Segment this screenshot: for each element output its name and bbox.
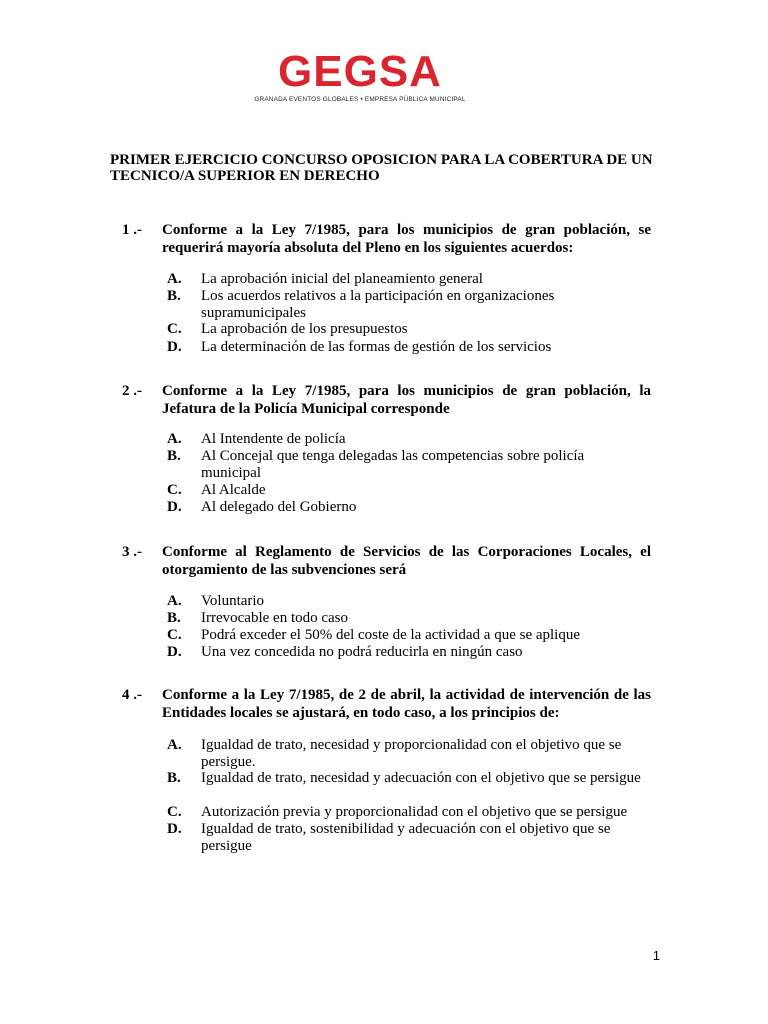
- option-text: La aprobación de los presupuestos: [201, 321, 408, 337]
- option-text: Al delegado del Gobierno: [201, 499, 357, 515]
- option-text: Podrá exceder el 50% del coste de la actividad a que se aplique: [201, 627, 581, 643]
- question-number: 3 .-: [122, 544, 142, 560]
- option-text: Autorización previa y proporcionalidad con el objetivo que se persigue: [201, 804, 628, 820]
- option-text: Una vez concedida no podrá reducirla en ningún caso: [201, 644, 523, 660]
- option-text: Al Alcalde: [201, 482, 266, 498]
- option-letter: C.: [167, 482, 182, 498]
- option-text: Voluntario: [201, 593, 265, 609]
- option-letter: D.: [167, 339, 182, 355]
- question-text: Conforme al Reglamento de Servicios de las Corporaciones Locales, el otorgamiento de las subvenciones será: [162, 544, 651, 578]
- option-letter: C.: [167, 804, 182, 820]
- option-text: Igualdad de trato, necesidad y proporcionalidad con el objetivo que se persigue.: [201, 737, 622, 770]
- option-text: Igualdad de trato, sostenibilidad y adecuación con el objetivo que se persigue: [201, 821, 611, 854]
- option-letter: D.: [167, 499, 182, 515]
- question-number: 4 .-: [122, 687, 142, 703]
- option-letter: B.: [167, 288, 181, 304]
- logo-subtitle: GRANADA EVENTOS GLOBALES • EMPRESA PÚBLICA MUNICIPAL: [254, 96, 466, 103]
- option-text: Irrevocable en todo caso: [201, 610, 349, 626]
- option-letter: A.: [167, 431, 182, 447]
- option-letter: C.: [167, 627, 182, 643]
- option-letter: A.: [167, 737, 182, 753]
- option-text: Igualdad de trato, necesidad y adecuación con el objetivo que se persigue: [201, 770, 641, 786]
- document-title: PRIMER EJERCICIO CONCURSO OPOSICION PARA LA COBERTURA DE UN TECNICO/A SUPERIOR EN DERECHO: [110, 152, 653, 184]
- page-number: 1: [652, 948, 660, 963]
- gegsa-logo: [252, 47, 468, 106]
- question-text: Conforme a la Ley 7/1985, para los municipios de gran población, se requerirá mayoría absoluta del Pleno en los siguientes acuerdos:: [162, 222, 651, 256]
- option-text: La aprobación inicial del planeamiento general: [201, 271, 483, 287]
- question-number: 2 .-: [122, 383, 142, 399]
- option-text: Los acuerdos relativos a la participación en organizaciones supramunicipales: [201, 288, 555, 321]
- option-text: Al Intendente de policía: [201, 431, 346, 447]
- option-letter: B.: [167, 448, 181, 464]
- option-text: La determinación de las formas de gestión de los servicios: [201, 339, 552, 355]
- option-letter: B.: [167, 770, 181, 786]
- question-text: Conforme a la Ley 7/1985, para los municipios de gran población, la Jefatura de la Policía Municipal corresponde: [162, 383, 651, 417]
- logo-wordmark: GEGSA: [278, 47, 442, 96]
- option-letter: A.: [167, 593, 182, 609]
- question-text: Conforme a la Ley 7/1985, de 2 de abril, la actividad de intervención de las Entidades locales se ajustará, en todo caso, a los principios de:: [162, 687, 651, 721]
- question-number: 1 .-: [122, 222, 142, 238]
- option-letter: C.: [167, 321, 182, 337]
- option-letter: D.: [167, 644, 182, 660]
- option-letter: A.: [167, 271, 182, 287]
- option-letter: B.: [167, 610, 181, 626]
- option-letter: D.: [167, 821, 182, 837]
- option-text: Al Concejal que tenga delegadas las competencias sobre policía municipal: [201, 448, 585, 481]
